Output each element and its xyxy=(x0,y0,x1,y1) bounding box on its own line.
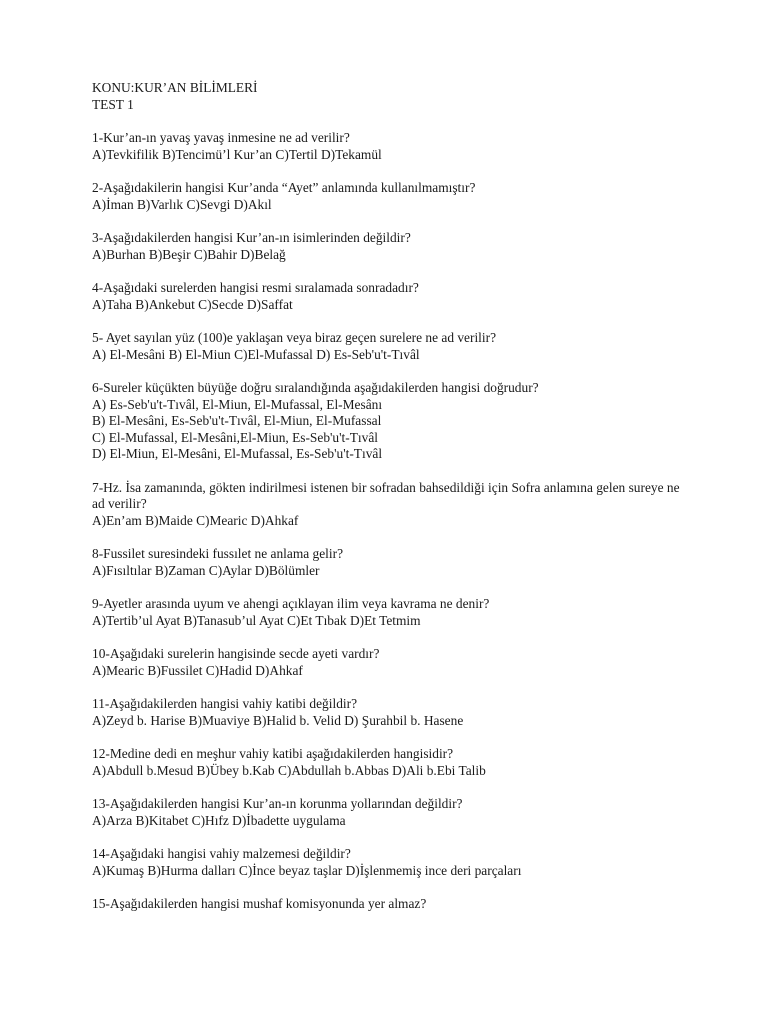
test-heading: TEST 1 xyxy=(92,96,134,112)
question-text: 6-Sureler küçükten büyüğe doğru sıralandığında aşağıdakilerden hangisi doğrudur? xyxy=(92,380,539,395)
question-9 xyxy=(92,596,692,629)
question-15 xyxy=(92,896,692,913)
question-3 xyxy=(92,230,692,263)
answer-options: A)Zeyd b. Harise B)Muaviye B)Halid b. Velid D) Şurahbil b. Hasene xyxy=(92,712,464,728)
question-1 xyxy=(92,130,692,163)
question-7 xyxy=(92,480,692,530)
answer-option-c: C) El-Mufassal, El-Mesâni,El-Miun, Es-Seb'u't-Tıvâl xyxy=(92,429,378,445)
question-text: 7-Hz. İsa zamanında, gökten indirilmesi istenen bir sofradan bahsedildiği için Sofra anlamına gelen sureye ne ad verilir? xyxy=(92,479,680,511)
question-4 xyxy=(92,280,692,313)
answer-options: A)En’am B)Maide C)Mearic D)Ahkaf xyxy=(92,512,299,528)
question-text: 12-Medine dedi en meşhur vahiy katibi aşağıdakilerden hangisidir? xyxy=(92,746,454,761)
document-content xyxy=(92,80,692,930)
answer-options: A)Mearic B)Fussilet C)Hadid D)Ahkaf xyxy=(92,662,303,678)
question-6 xyxy=(92,380,692,463)
question-text: 10-Aşağıdaki surelerin hangisinde secde ayeti vardır? xyxy=(92,646,380,661)
answer-option-a: A) Es-Seb'u't-Tıvâl, El-Miun, El-Mufassal, El-Mesânı xyxy=(92,396,383,412)
question-2 xyxy=(92,180,692,213)
question-text: 1-Kur’an-ın yavaş yavaş inmesine ne ad verilir? xyxy=(92,130,350,145)
question-text: 9-Ayetler arasında uyum ve ahengi açıklayan ilim veya kavrama ne denir? xyxy=(92,596,490,611)
question-text: 4-Aşağıdaki surelerden hangisi resmi sıralamada sonradadır? xyxy=(92,280,419,295)
question-14 xyxy=(92,846,692,879)
answer-options: A) El-Mesâni B) El-Miun C)El-Mufassal D) Es-Seb'u't-Tıvâl xyxy=(92,346,420,362)
answer-options: A)Taha B)Ankebut C)Secde D)Saffat xyxy=(92,296,293,312)
question-text: 14-Aşağıdaki hangisi vahiy malzemesi değildir? xyxy=(92,846,351,861)
answer-options: A)Tevkifilik B)Tencimü’l Kur’an C)Tertil D)Tekamül xyxy=(92,146,382,162)
answer-option-b: B) El-Mesâni, Es-Seb'u't-Tıvâl, El-Miun, El-Mufassal xyxy=(92,413,382,428)
question-text: 15-Aşağıdakilerden hangisi mushaf komisyonunda yer almaz? xyxy=(92,896,427,911)
question-12 xyxy=(92,746,692,779)
question-text: 3-Aşağıdakilerden hangisi Kur’an-ın isimlerinden değildir? xyxy=(92,230,411,245)
question-8 xyxy=(92,546,692,579)
document-header xyxy=(92,80,692,113)
answer-option-d: D) El-Miun, El-Mesâni, El-Mufassal, Es-Seb'u't-Tıvâl xyxy=(92,446,383,461)
question-13 xyxy=(92,796,692,829)
question-text: 8-Fussilet suresindeki fussılet ne anlama gelir? xyxy=(92,546,344,561)
question-text: 13-Aşağıdakilerden hangisi Kur’an-ın korunma yollarından değildir? xyxy=(92,796,463,811)
question-text: 2-Aşağıdakilerin hangisi Kur’anda “Ayet” anlamında kullanılmamıştır? xyxy=(92,180,476,195)
question-text: 11-Aşağıdakilerden hangisi vahiy katibi değildir? xyxy=(92,696,358,711)
question-10 xyxy=(92,646,692,679)
answer-options: A)Tertib’ul Ayat B)Tanasub’ul Ayat C)Et Tıbak D)Et Tetmim xyxy=(92,612,421,628)
answer-options: A)Fısıltılar B)Zaman C)Aylar D)Bölümler xyxy=(92,562,320,578)
answer-options: A)Arza B)Kitabet C)Hıfz D)İbadette uygulama xyxy=(92,812,346,828)
question-5 xyxy=(92,330,692,363)
answer-options: A)Kumaş B)Hurma dalları C)İnce beyaz taşlar D)İşlenmemiş ince deri parçaları xyxy=(92,862,522,878)
question-text: 5- Ayet sayılan yüz (100)e yaklaşan veya biraz geçen surelere ne ad verilir? xyxy=(92,330,497,345)
answer-options: A)Abdull b.Mesud B)Übey b.Kab C)Abdullah b.Abbas D)Ali b.Ebi Talib xyxy=(92,762,486,778)
answer-options: A)İman B)Varlık C)Sevgi D)Akıl xyxy=(92,196,272,212)
answer-options: A)Burhan B)Beşir C)Bahir D)Belağ xyxy=(92,246,286,262)
subject-heading: KONU:KUR’AN BİLİMLERİ xyxy=(92,80,258,95)
question-11 xyxy=(92,696,692,729)
